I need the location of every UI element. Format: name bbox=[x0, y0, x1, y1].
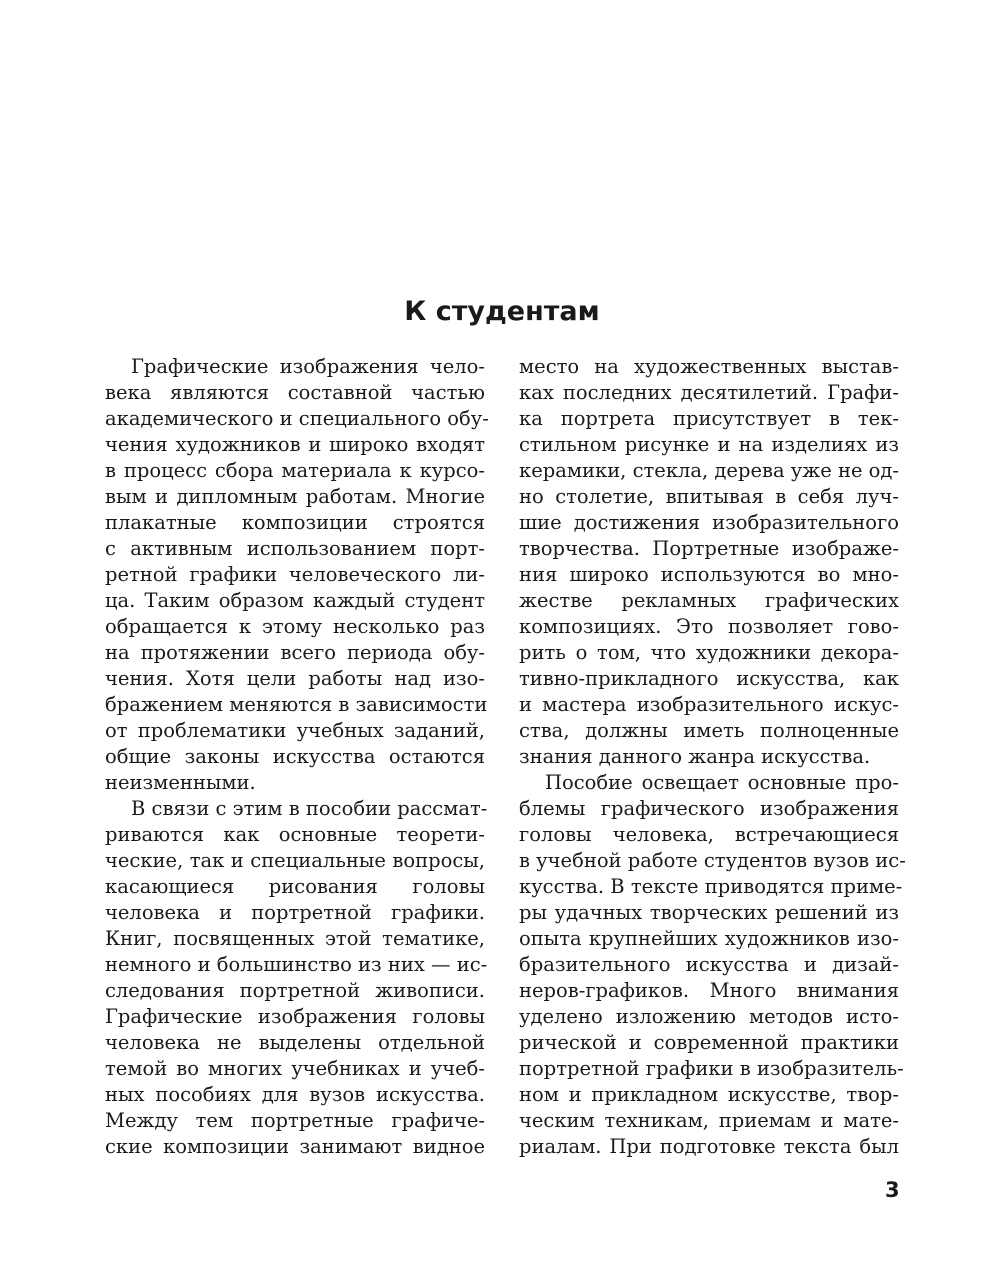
text-line: композициях. Это позволяет гово- bbox=[519, 615, 899, 638]
text-line: В связи с этим в пособии рассмат- bbox=[131, 797, 488, 820]
text-line: чения художников и широко входят bbox=[105, 433, 485, 456]
text-line: Между тем портретные графиче- bbox=[105, 1109, 485, 1132]
page-number: 3 bbox=[885, 1178, 900, 1202]
text-line: от проблематики учебных заданий, bbox=[105, 719, 485, 742]
text-line: шие достижения изобразительного bbox=[519, 511, 899, 534]
text-line: стильном рисунке и на изделиях из bbox=[519, 433, 899, 456]
text-line: ния широко используются во мно- bbox=[519, 563, 899, 586]
text-line: портретной графики в изобразитель- bbox=[519, 1057, 904, 1080]
text-line: опыта крупнейших художников изо- bbox=[519, 927, 899, 950]
text-line: человека и портретной графики. bbox=[105, 901, 485, 924]
text-line: риваются как основные теорети- bbox=[105, 823, 485, 846]
text-line: головы человека, встречающиеся bbox=[519, 823, 899, 846]
text-line: на протяжении всего периода обу- bbox=[105, 641, 485, 664]
text-line: уделено изложению методов исто- bbox=[519, 1005, 899, 1028]
text-line: ца. Таким образом каждый студент bbox=[105, 589, 485, 612]
text-line: керамики, стекла, дерева уже не од- bbox=[519, 459, 900, 482]
text-line: темой во многих учебниках и учеб- bbox=[105, 1057, 485, 1080]
text-line: в процесс сбора материала к курсо- bbox=[105, 459, 485, 482]
text-line: ры удачных творческих решений из bbox=[519, 901, 899, 924]
text-line: место на художественных выстав- bbox=[519, 355, 899, 378]
text-line: обращается к этому несколько раз bbox=[105, 615, 485, 638]
text-line: Книг, посвященных этой тематике, bbox=[105, 927, 485, 950]
text-line: в учебной работе студентов вузов ис- bbox=[519, 849, 906, 872]
text-line: ретной графики человеческого ли- bbox=[105, 563, 485, 586]
text-line: жестве рекламных графических bbox=[519, 589, 899, 612]
text-line: академического и специального обу- bbox=[105, 407, 489, 430]
text-line: риалам. При подготовке текста был bbox=[519, 1135, 899, 1158]
text-line: общие законы искусства остаются bbox=[105, 745, 485, 768]
text-line: и мастера изобразительного искус- bbox=[519, 693, 899, 716]
text-line: следования портретной живописи. bbox=[105, 979, 485, 1002]
text-line: плакатные композиции строятся bbox=[105, 511, 485, 534]
text-line: рить о том, что художники декора- bbox=[519, 641, 899, 664]
text-line: с активным использованием порт- bbox=[105, 537, 485, 560]
text-line: ские композиции занимают видное bbox=[105, 1135, 485, 1158]
text-line: ном и прикладном искусстве, твор- bbox=[519, 1083, 899, 1106]
text-line: немного и большинство из них — ис- bbox=[105, 953, 488, 976]
text-line: кусства. В тексте приводятся приме- bbox=[519, 875, 903, 898]
text-line: ческие, так и специальные вопросы, bbox=[105, 849, 485, 872]
text-line: ных пособиях для вузов искусства. bbox=[105, 1083, 485, 1106]
text-line: Пособие освещает основные про- bbox=[545, 771, 899, 794]
text-line: человека не выделены отдельной bbox=[105, 1031, 485, 1054]
text-line: но столетие, впитывая в себя луч- bbox=[519, 485, 899, 508]
text-line: бражением меняются в зависимости bbox=[105, 693, 488, 716]
page-title: К студентам bbox=[404, 296, 600, 327]
text-line: Графические изображения головы bbox=[105, 1005, 485, 1028]
text-line: века являются составной частью bbox=[105, 381, 485, 404]
text-line: тивно-прикладного искусства, как bbox=[519, 667, 899, 690]
text-line: блемы графического изображения bbox=[519, 797, 899, 820]
text-line: ках последних десятилетий. Графи- bbox=[519, 381, 899, 404]
text-line: знания данного жанра искусства. bbox=[519, 745, 871, 768]
text-line: Графические изображения чело- bbox=[131, 355, 485, 378]
text-column-left bbox=[105, 354, 489, 1160]
text-line: неизменными. bbox=[105, 771, 256, 794]
text-line: касающиеся рисования головы bbox=[105, 875, 485, 898]
text-column-right bbox=[519, 354, 906, 1160]
text-line: чения. Хотя цели работы над изо- bbox=[105, 667, 485, 690]
text-line: рической и современной практики bbox=[519, 1031, 899, 1054]
text-line: бразительного искусства и дизай- bbox=[519, 953, 899, 976]
text-line: вым и дипломным работам. Многие bbox=[105, 485, 485, 508]
text-line: ка портрета присутствует в тек- bbox=[519, 407, 899, 430]
text-line: неров-графиков. Много внимания bbox=[519, 979, 899, 1002]
text-line: ства, должны иметь полноценные bbox=[519, 719, 899, 742]
text-line: ческим техникам, приемам и мате- bbox=[519, 1109, 899, 1132]
text-line: творчества. Портретные изображе- bbox=[519, 537, 899, 560]
